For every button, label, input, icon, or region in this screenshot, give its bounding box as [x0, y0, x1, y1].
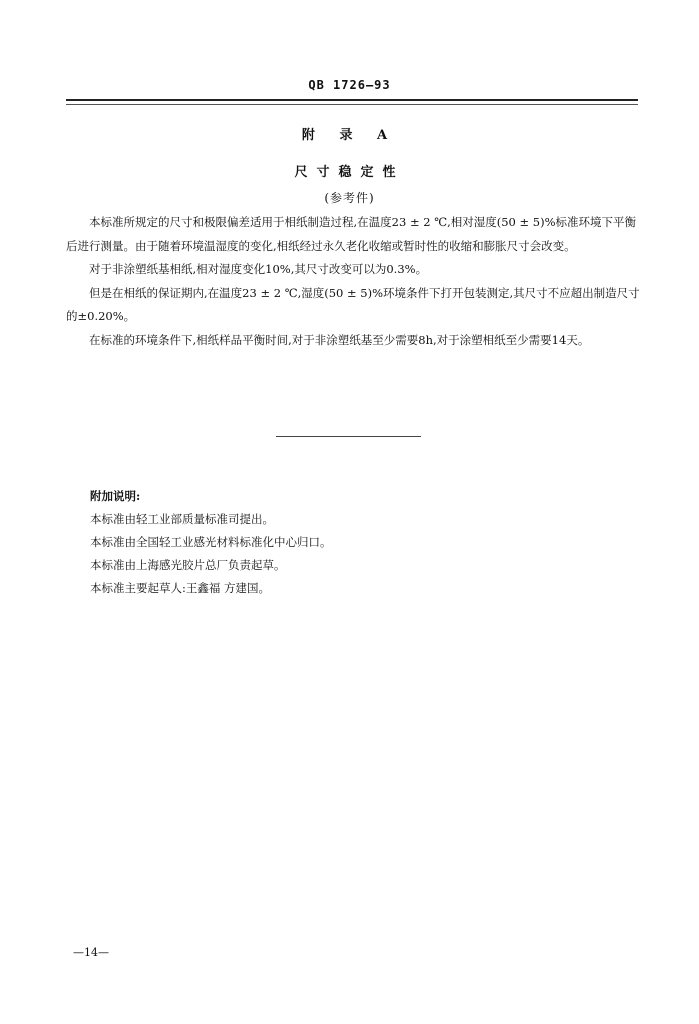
notes-line-2: 本标准由全国轻工业感光材料标准化中心归口。	[90, 535, 332, 549]
notes-line-4: 本标准主要起草人:王鑫福 方建国。	[90, 581, 271, 595]
section-title: 尺寸稳定性	[294, 165, 405, 180]
body-paragraph-3: 但是在相纸的保证期内,在温度23 ± 2 ℃,湿度(50 ± 5)%环境条件下打开包装测定,其尺寸不应超出制造尺寸的±0.20%。	[66, 285, 640, 323]
notes-title: 附加说明:	[90, 489, 141, 503]
standard-code: QB 1726—93	[308, 78, 391, 92]
section-subtitle: (参考件)	[324, 191, 375, 205]
notes-line-1: 本标准由轻工业部质量标准司提出。	[90, 512, 274, 526]
page-number: —14—	[73, 946, 109, 959]
body-paragraph-4: 在标准的环境条件下,相纸样品平衡时间,对于非涂塑纸基至少需要8h,对于涂塑相纸至少需要14天。	[89, 332, 590, 347]
header-rule-thin	[66, 104, 638, 105]
additional-notes	[90, 485, 610, 600]
notes-line-3: 本标准由上海感光胶片总厂负责起草。	[90, 558, 286, 572]
body-text	[66, 211, 640, 352]
body-paragraph-1: 本标准所规定的尺寸和极限偏差适用于相纸制造过程,在温度23 ± 2 ℃,相对湿度(50 ± 5)%标准环境下平衡后进行测量。由于随着环境温湿度的变化,相纸经过永久老化收缩或暂时性的收缩和膨胀尺寸会改变。	[66, 215, 637, 253]
appendix-title: 附 录 A	[301, 128, 398, 143]
header-rule-thick	[66, 99, 638, 101]
body-paragraph-2: 对于非涂塑纸基相纸,相对湿度变化10%,其尺寸改变可以为0.3%。	[89, 262, 428, 276]
section-divider	[276, 436, 421, 437]
